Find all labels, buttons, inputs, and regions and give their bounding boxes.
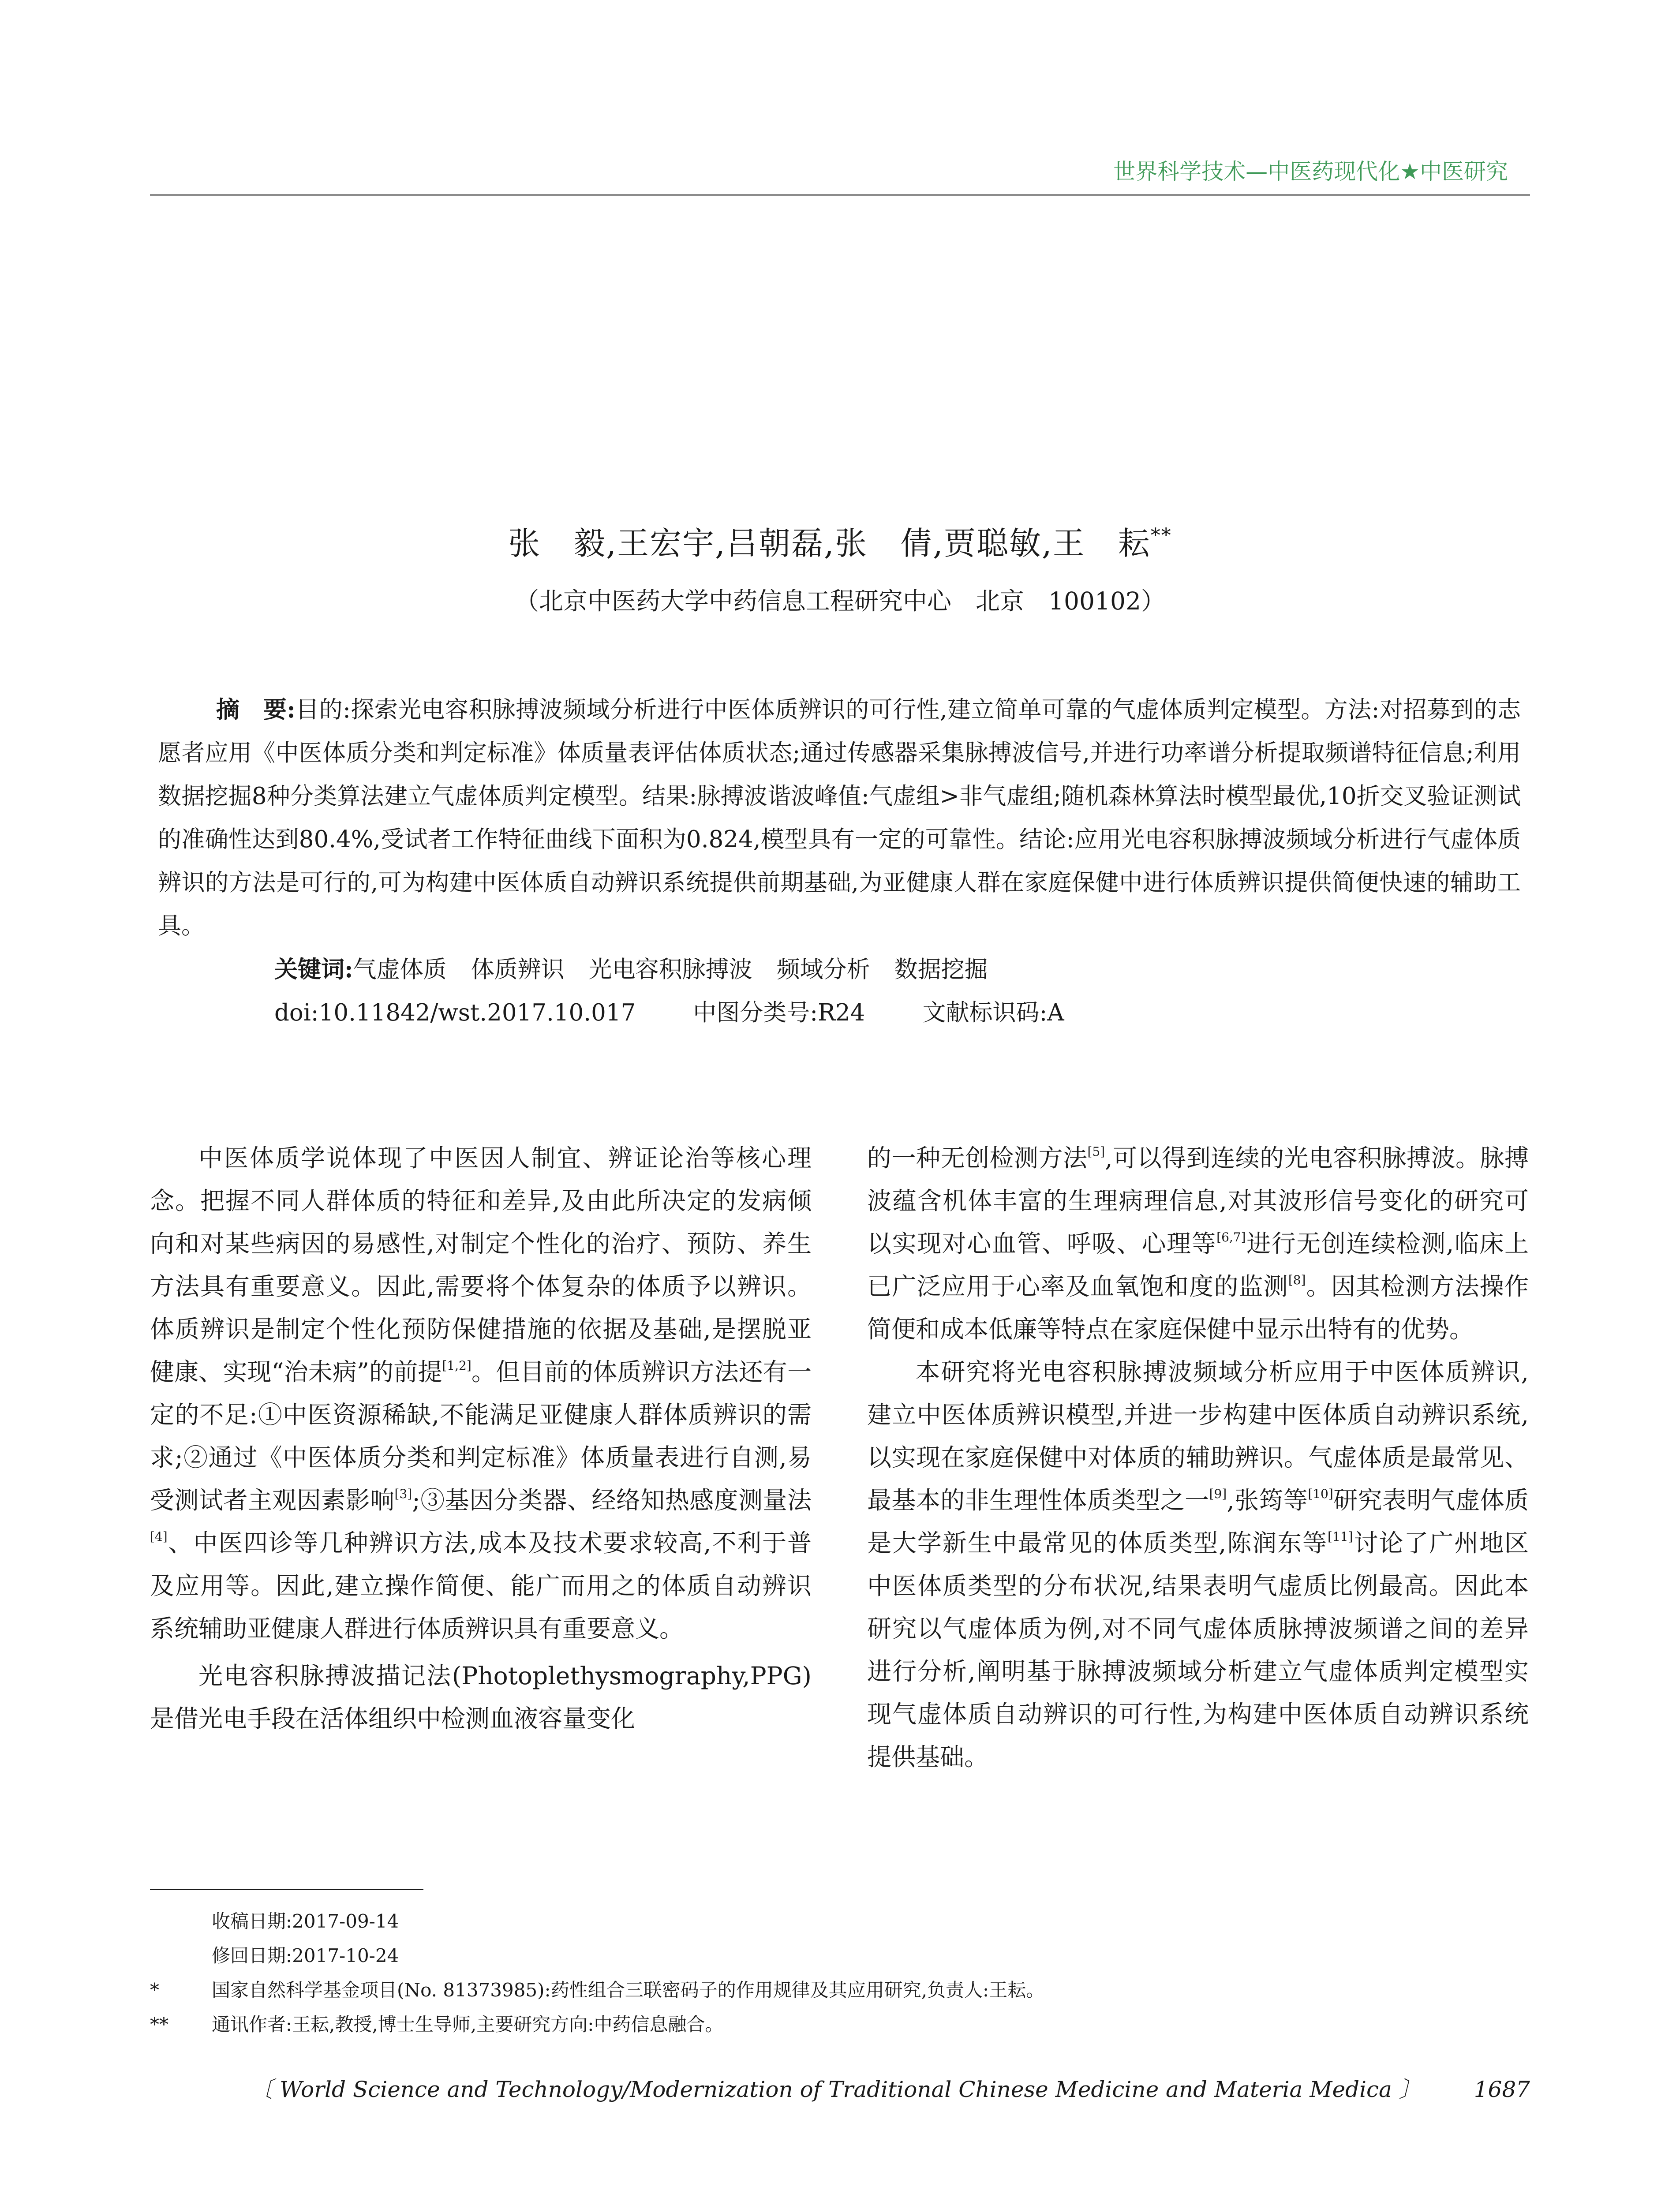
footnote-mark bbox=[150, 1904, 212, 1939]
body-paragraph: 光电容积脉搏波描记法(Photoplethysmography,PPG)是借光电手段在活体组织中检测血液容量变化 bbox=[150, 1662, 812, 1733]
abstract-label: 摘 要: bbox=[216, 696, 296, 723]
journal-name: 〔 World Science and Technology/Modernization of Traditional Chinese Medicine and Materia Medica 〕 bbox=[251, 2077, 1421, 2102]
author-list bbox=[0, 512, 1680, 568]
body-text: 。因其检测方法操作简便和成本低廉等特点在家庭保健中显示出特有的优势。 bbox=[867, 1272, 1529, 1343]
keywords-label: 关键词: bbox=[274, 956, 353, 983]
footnote-mark: * bbox=[150, 1979, 159, 2001]
doi-line bbox=[158, 991, 1521, 1035]
keyword: 体质辨识 bbox=[471, 956, 565, 983]
body-text: 研究表明气虚体质是大学新生中最常见的体质类型,陈润东等 bbox=[867, 1486, 1529, 1557]
body-text: 。但目前的体质辨识方法还有一定的不足:①中医资源稀缺,不能满足亚健康人群体质辨识的需求;②通过《中医体质分类和判定标准》体质量表进行自测,易受测试者主观因素影响 bbox=[150, 1358, 812, 1514]
author-names: 张 毅,王宏宇,吕朝磊,张 倩,贾聪敏,王 耘 bbox=[508, 525, 1151, 562]
body-text: 、中医四诊等几种辨识方法,成本及技术要求较高,不利于普及应用等。因此,建立操作简便、能广而用之的体质自动辨识系统辅助亚健康人群进行体质辨识具有重要意义。 bbox=[150, 1529, 812, 1643]
running-header: 世界科学技术—中医药现代化★中医研究 bbox=[1113, 159, 1508, 184]
footnote-correspondence bbox=[150, 2007, 1530, 2042]
body-column-left bbox=[150, 1137, 812, 1740]
body-paragraph bbox=[150, 1137, 812, 1650]
body-text: ;③基因分类器、经络知热感度测量法 bbox=[412, 1486, 812, 1514]
footnote-rule bbox=[150, 1889, 423, 1890]
doi: doi:10.11842/wst.2017.10.017 bbox=[274, 999, 636, 1026]
footnote-mark bbox=[150, 1939, 212, 1973]
footnote-text: 修回日期:2017-10-24 bbox=[212, 1945, 399, 1966]
body-text: 本研究将光电容积脉搏波频域分析应用于中医体质辨识,建立中医体质辨识模型,并进一步构建中医体质自动辨识系统,以实现在家庭保健中对体质的辅助辨识。气虚体质是最常见、最基本的非生理性体质类型之一 bbox=[867, 1358, 1529, 1514]
keyword: 数据挖掘 bbox=[894, 956, 988, 983]
citation: [5] bbox=[1087, 1144, 1105, 1159]
page-footer bbox=[251, 2070, 1530, 2109]
citation: [4] bbox=[150, 1529, 168, 1544]
body-text: 进行无创连续检测,临床上已广泛应用于心率及血氧饱和度的监测 bbox=[867, 1230, 1529, 1301]
footnote-received bbox=[150, 1904, 1530, 1939]
citation: [3] bbox=[394, 1487, 412, 1501]
body-paragraph bbox=[867, 1137, 1529, 1351]
keyword: 气虚体质 bbox=[353, 956, 447, 983]
footnote-text: 国家自然科学基金项目(No. 81373985):药性组合三联密码子的作用规律及其应用研究,负责人:王耘。 bbox=[212, 1979, 1045, 2001]
citation: [10] bbox=[1308, 1487, 1333, 1501]
footnote-text: 通讯作者:王耘,教授,博士生导师,主要研究方向:中药信息融合。 bbox=[212, 2014, 724, 2035]
citation: [11] bbox=[1328, 1529, 1353, 1544]
citation: [9] bbox=[1209, 1487, 1227, 1501]
body-text: ,可以得到连续的光电容积脉搏波。脉搏波蕴含机体丰富的生理病理信息,对其波形信号变化的研究可以实现对心血管、呼吸、心理等 bbox=[867, 1144, 1529, 1258]
abstract-text: 目的:探索光电容积脉搏波频域分析进行中医体质辨识的可行性,建立简单可靠的气虚体质判定模型。方法:对招募到的志愿者应用《中医体质分类和判定标准》体质量表评估体质状态;通过传感器采集脉搏波信号,并进行功率谱分析提取频谱特征信息;利用数据挖掘8种分类算法建立气虚体质判定模型。结果:脉搏波谐波峰值:气虚组>非气虚组;随机森林算法时模型最优,10折交叉验证测试的准确性达到80.4%,受试者工作特征曲线下面积为0.824,模型具有一定的可靠性。结论:应用光电容积脉搏波频域分析进行气虚体质辨识的方法是可行的,可为构建中医体质自动辨识系统提供前期基础,为亚健康人群在家庭保健中进行体质辨识提供简便快速的辅助工具。 bbox=[158, 696, 1521, 939]
keyword: 频域分析 bbox=[776, 956, 870, 983]
body-paragraph bbox=[867, 1351, 1529, 1779]
abstract-block bbox=[158, 688, 1521, 1035]
footnotes bbox=[150, 1904, 1530, 2042]
footnote-funding bbox=[150, 1973, 1530, 2007]
footnote-revised bbox=[150, 1939, 1530, 1973]
page-number: 1687 bbox=[1474, 2077, 1530, 2102]
footnote-mark: ** bbox=[150, 2014, 168, 2035]
document-code: 文献标识码:A bbox=[922, 999, 1064, 1026]
body-text: 中医体质学说体现了中医因人制宜、辨证论治等核心理念。把握不同人群体质的特征和差异,及由此所决定的发病倾向和对某些病因的易感性,对制定个性化的治疗、预防、养生方法具有重要意义。因此,需要将个体复杂的体质予以辨识。体质辨识是制定个性化预防保健措施的依据及基础,是摆脱亚健康、实现“治未病”的前提 bbox=[150, 1144, 812, 1386]
affiliation: （北京中医药大学中药信息工程研究中心 北京 100102） bbox=[515, 587, 1165, 615]
citation: [8] bbox=[1288, 1273, 1306, 1287]
header-rule bbox=[150, 194, 1530, 196]
citation: [1,2] bbox=[442, 1358, 471, 1373]
keywords-line bbox=[158, 948, 1521, 991]
corresponding-author-mark: ** bbox=[1150, 524, 1172, 547]
abstract-paragraph bbox=[158, 688, 1521, 948]
footnote-text: 收稿日期:2017-09-14 bbox=[212, 1910, 399, 1932]
body-text: 的一种无创检测方法 bbox=[867, 1144, 1088, 1172]
body-text: ,张筠等 bbox=[1227, 1486, 1308, 1514]
citation: [6,7] bbox=[1216, 1230, 1246, 1245]
clc-number: 中图分类号:R24 bbox=[693, 999, 865, 1026]
keyword: 光电容积脉搏波 bbox=[588, 956, 752, 983]
body-text: 讨论了广州地区中医体质类型的分布状况,结果表明气虚质比例最高。因此本研究以气虚体质为例,对不同气虚体质脉搏波频谱之间的差异进行分析,阐明基于脉搏波频域分析建立气虚体质判定模型实现气虚体质自动辨识的可行性,为构建中医体质自动辨识系统提供基础。 bbox=[867, 1529, 1529, 1771]
body-column-right bbox=[867, 1137, 1529, 1779]
